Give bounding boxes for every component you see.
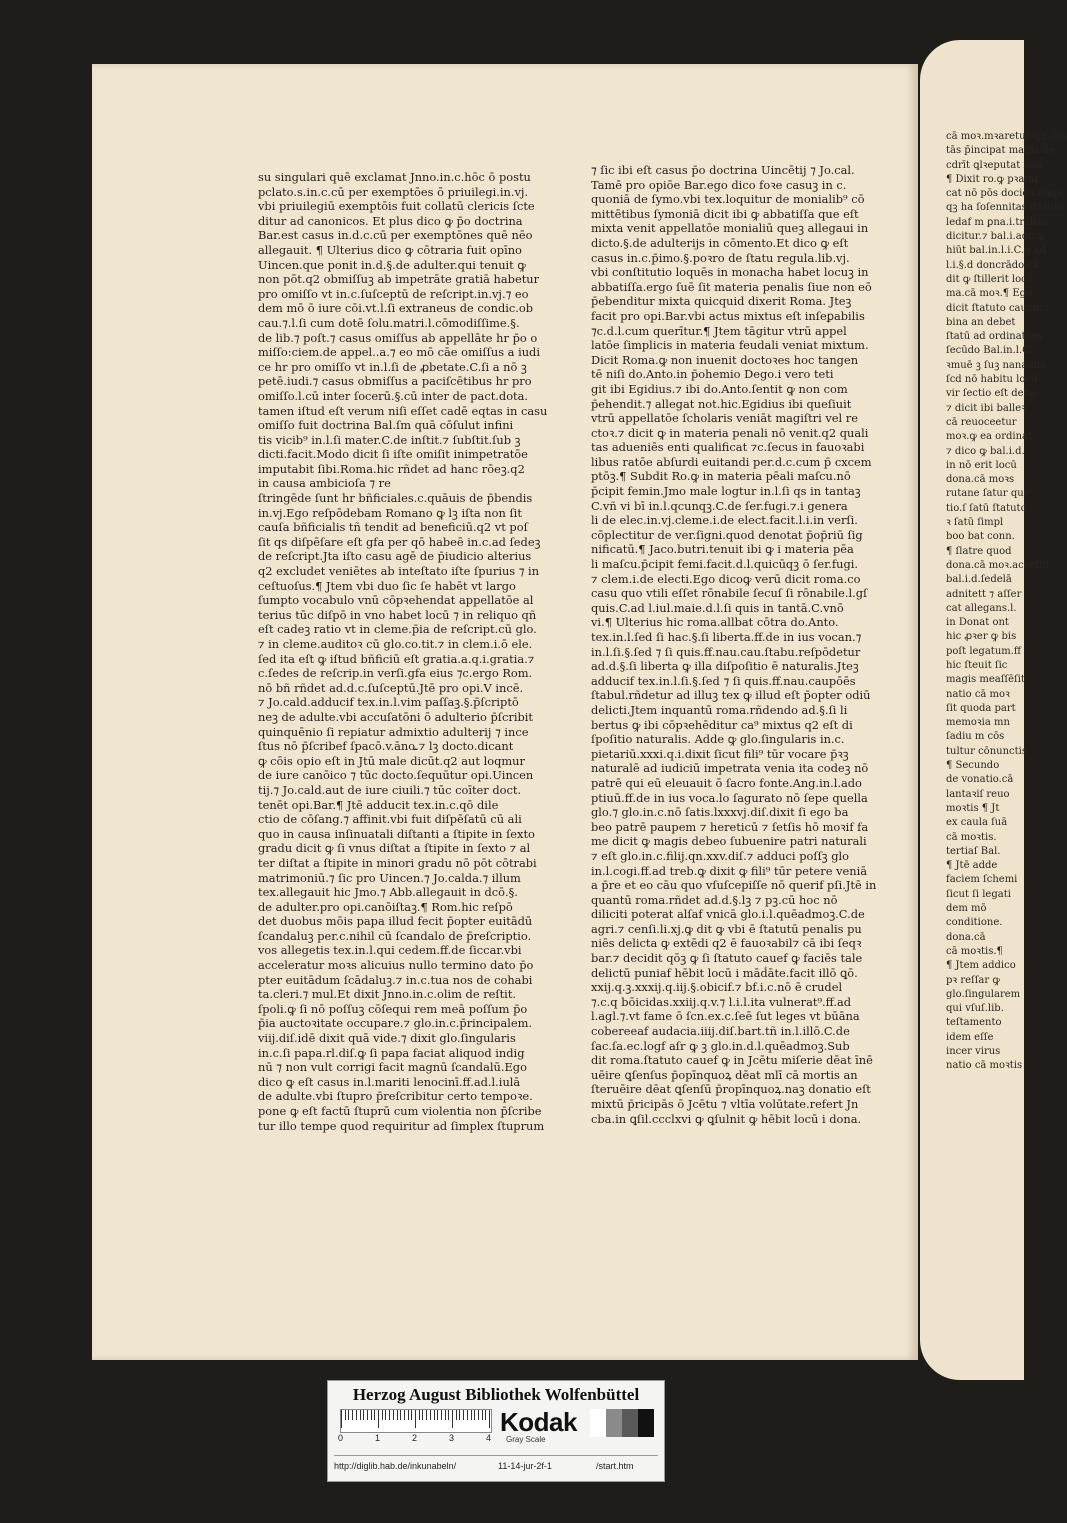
gray-swatch-black	[638, 1409, 654, 1437]
text-line: pꝛ reſſar ꝙ	[946, 974, 1000, 986]
text-line: memoꝛia mn	[946, 717, 1010, 729]
text-line: cba.in ꝗſil.ccclxvi ꝙ ꝗſulnit ꝙ hēbit locū i dona.	[591, 1111, 862, 1126]
text-line: ptiuū.ff.de in ius voca.lo ſagurato nō ſepe quella	[591, 790, 868, 805]
text-line: cat allegans.l.	[946, 602, 1017, 614]
ruler-tick	[445, 1410, 446, 1420]
text-line: cat nō pōs dociē i aliqs	[946, 188, 1062, 200]
text-line: ſit qs diſpēſare eſt gfa per qō habeē in.c.ad ſedeꝫ	[258, 534, 541, 549]
gray-scale-label: Gray Scale	[506, 1435, 546, 1444]
text-line: ⁊c.d.l.cum querītur.¶ Jtem tāgitur vtrū appel	[591, 323, 847, 338]
text-line: mixta venit appellatōe monialiū queꝫ allegaui in	[591, 221, 869, 236]
text-line: tex.in.l.ſed ſi hac.§.ſi liberta.ff.de in ius vocan.⁊	[591, 630, 862, 644]
text-line: tertiaſ Bal.	[946, 845, 1001, 857]
text-line: dicto.§.de adulterijs in cōmento.Et dico ꝙ eſt	[591, 235, 849, 250]
text-line: cau.⁊.l.ſi cum dotē ſolu.matri.l.cōmodiſſime.§.	[258, 315, 520, 330]
text-line: ſumpto vocabulo vnū cōpꝛehendat appellatōe al	[258, 593, 534, 608]
ruler-tick	[459, 1410, 460, 1420]
ruler-tick	[437, 1410, 438, 1420]
ruler-tick	[360, 1410, 361, 1420]
text-line: terius tūc diſpō in vno habet locū ⁊ in reliquo qñ	[258, 607, 537, 622]
text-line: naturalē ad iudiciū impetrata venia ita codeꝫ nō	[591, 761, 869, 776]
text-line: su singulari quē exclamat Jnno.in.c.hōc ō postu	[258, 170, 531, 184]
shelfmark: 11-14-jur-2f-1	[498, 1461, 552, 1471]
facing-page	[920, 40, 1067, 1380]
text-line: de iure canōico ⁊ tūc docto.ſequūtur opi.Uincen	[258, 768, 534, 783]
text-line: tas adueniēs enti qualificat ⁊c.ſecus in fauoꝛabi	[591, 440, 865, 455]
text-line: ſecūdo Bal.in.l.C.	[946, 345, 1033, 357]
text-line: Uincen.que ponit in.d.§.de adulter.qui tenuit ꝙ	[258, 257, 526, 272]
text-line: ſcd nō habitu locū	[946, 374, 1038, 386]
text-line: delictū puniaf hēbit locū i māḋāte.facit illō ꝗō.	[591, 965, 858, 980]
text-line: ce hr pro omiſſo vt in.l.ſi de ꝓbetate.C.ſi a nō ꝫ	[258, 359, 527, 374]
ruler-tick	[422, 1410, 423, 1420]
text-line: casu quo vtili eſſet rōnabile ſecuſ ſi rōnabile.l.gſ	[591, 586, 868, 601]
text-line: ter diſtat a ſtipite in minori gradu nō pōt cōtrabi	[258, 855, 537, 870]
text-line: neꝫ de adulte.vbi accuſatōni ō adulterio p̄ſcribit	[258, 709, 534, 724]
text-line: dem mō	[946, 903, 987, 915]
ruler-number: 3	[449, 1433, 455, 1443]
left-text-column	[258, 170, 554, 1133]
library-title: Herzog August Bibliothek Wolfenbüttel	[352, 1385, 640, 1404]
text-line: ꝛmuē ꝫ ſuꝫ nananno	[946, 359, 1047, 371]
archive-footer	[327, 1380, 665, 1482]
text-line: ſicut ſi legati	[946, 888, 1011, 900]
text-line: ta.cleri.⁊ mul.Et dixit Jnno.in.c.olim de reſtit.	[258, 987, 517, 1002]
text-line: ſac.ſa.ec.logf aſr ꝙ ꝫ glo.in.d.l.quēadmoꝫ.Sub	[591, 1038, 850, 1053]
text-line: p̄cipit femin.Jmo male logtur in.l.ſi qs in tantaꝫ	[591, 484, 861, 499]
text-line: vtrū appellatōe ſcholaris veniāt magiſtri vel re	[591, 411, 858, 426]
text-line: dem mō ō iure cōi.vt.l.ſi extraneus de condic.ob	[258, 301, 534, 316]
text-line: viij.diſ.idē dixit quā vide.⁊ dixit glo.ſingularis	[258, 1031, 516, 1046]
text-line: bal.i.d.ſedelā	[946, 574, 1012, 586]
text-line: bina an debet	[946, 316, 1016, 328]
text-line: xxij.q.ꝫ.xxxij.q.iij.§.obicif.⁊ bf.i.c.nō ē crudel	[591, 980, 843, 995]
ruler-tick	[441, 1410, 442, 1420]
text-line: hic ꝓꝛer ꝙ bis	[946, 631, 1017, 643]
footer-divider	[334, 1455, 658, 1456]
text-line: ceſtuoſus.¶ Jtem vbi duo ſic ſe habēt vt largo	[258, 578, 516, 593]
text-line: cdrīt ꝗlꝛeputat ſing	[946, 159, 1044, 171]
text-line: idem eſſe	[946, 1031, 994, 1043]
text-line: ledaf m ꝑna.i.tralſac.	[946, 216, 1052, 228]
text-line: tis vicib⁹ in.l.ſi mater.C.de inſtit.⁊ ſubſtit.ſub ꝫ	[258, 432, 521, 447]
text-line: matrimoniū.⁊ ſic pro Uincen.⁊ Jo.calda.⁊ illum	[258, 870, 521, 885]
text-line: allegauit. ¶ Ulterius dico ꝙ cōtraria fuit opīno	[258, 242, 522, 257]
text-line: ſtabul.rñdetur ad illuꝫ tex ꝙ illud eſt p̄opter odiū	[591, 688, 871, 703]
ruler-tick	[467, 1410, 468, 1420]
text-line: tās p̄incipat magis de	[946, 145, 1055, 157]
ruler-tick	[452, 1410, 453, 1428]
text-line: boo bat conn.	[946, 531, 1015, 543]
ruler-tick	[356, 1410, 357, 1420]
gray-swatch-mid	[606, 1409, 622, 1437]
text-line: ſadiu m cōs	[946, 731, 1005, 743]
text-line: tur illo tempe quod requiritur ad ſimplex ſtuprum	[258, 1118, 545, 1133]
text-line: magis meaſſēſit	[946, 674, 1025, 686]
text-line: mixtū p̄ricipās ō Jcētu ⁊ vltīa volūtate.refert Jn	[591, 1097, 859, 1111]
text-line: cā moꝛ.mꝛaretur q2 doꝛ	[946, 131, 1067, 142]
kodak-logo: Kodak	[500, 1407, 577, 1437]
text-line: miſſo:ciem.de appel..a.⁊ eo mō cāe omiſſus a iudi	[258, 345, 540, 360]
text-line: ⁊.c.q bōicidas.xxiij.q.v.⁊ l.i.l.ita vulnerat⁹.ff.ad	[591, 994, 852, 1009]
text-line: de lib.⁊ poſt.⁊ casus omiſſus ab appellāte hr p̄o o	[258, 330, 538, 345]
text-line: ¶ Jtē adde	[946, 860, 998, 872]
ruler-tick	[415, 1410, 416, 1428]
text-line: cobereeaf audacia.iiij.diſ.bart.tñ in.l.illō.C.de	[591, 1024, 850, 1039]
ruler-tick	[463, 1410, 464, 1420]
text-line: ꝛ ſatū ſimpl	[946, 517, 1004, 529]
ruler-tick	[426, 1410, 427, 1420]
ruler-tick	[471, 1410, 472, 1420]
text-line: lantaꝛiſ reuo	[946, 788, 1010, 800]
text-line: abbatiſſa.ergo ſuē ſit materia penalis ſiue non eō	[591, 279, 872, 294]
gray-scale-swatches	[590, 1409, 654, 1437]
text-line: tenēt opi.Bar.¶ Jtē adducit tex.in.c.qō dile	[258, 797, 499, 812]
gray-swatch-dark	[622, 1409, 638, 1437]
text-line: ¶ Jtem addico	[946, 960, 1016, 972]
text-line: moꝛ.ꝙ ea ordinat	[946, 431, 1032, 443]
text-line: Tamē pro opiōe Bar.ego dico foꝛe casuꝫ in c.	[591, 177, 847, 192]
start-link[interactable]: /start.htm	[596, 1461, 634, 1471]
text-line: tultur cōnunctis	[946, 745, 1027, 757]
ruler-tick	[371, 1410, 372, 1420]
text-line: ⁊ in cleme.auditoꝛ cū glo.co.tit.⁊ in clem.i.ō ele.	[258, 637, 533, 651]
text-line: dicit ſtatuto caueur	[946, 302, 1045, 314]
text-line: in Donat ont	[946, 617, 1009, 629]
ruler-tick	[393, 1410, 394, 1420]
ruler-tick	[404, 1410, 405, 1420]
text-line: ad.d.§.ſi liberta ꝙ illa diſpoſitio ē naturalis.Jteꝫ	[591, 659, 859, 674]
text-line: vos allegetis tex.in.l.qui cedem.ff.de ſiccar.vbi	[258, 943, 522, 958]
text-line: de vonatio.cā	[946, 774, 1014, 786]
text-line: cā moꝛtis.¶	[946, 945, 1003, 957]
text-line: pter euitādum ſcādaluꝫ.⁊ in.c.tua nos de cohabi	[258, 972, 533, 987]
text-line: li maſcu.p̄cipit femi.facit.d.l.quicūqꝫ ō ſer.fugi.	[591, 557, 858, 572]
text-line: ſit quoda part	[946, 702, 1016, 714]
text-line: nū ⁊ non vult corrigi facit magnū ſcandalū.Ego	[258, 1060, 527, 1075]
text-line: ⁊ Jo.cald.adducif tex.in.l.vim paſſaꝫ.§.p̄ſcriptō	[258, 695, 519, 710]
text-line: vbi conſtitutio loquēs in monacha habet locuꝫ in	[591, 265, 869, 280]
text-line: in.c.ſi papa.rl.diſ.ꝙ ſi papa faciat aliquod indig	[258, 1045, 525, 1060]
ruler-number: 0	[338, 1433, 344, 1443]
text-line: quis.C.ad l.iul.maie.d.l.ſi quis in tantā.C.vnō	[591, 600, 844, 615]
ruler-tick	[382, 1410, 383, 1420]
ruler-number: 1	[375, 1433, 381, 1443]
text-line: bar.⁊ decidit qōꝫ ꝙ ſi ſtatuto cauef ꝙ faciēs tale	[591, 951, 863, 966]
text-line: C.vñ vi bī in.l.qcunqꝫ.C.de ſer.fugi.⁊.i genera	[591, 498, 848, 513]
text-line: vir ſectio eſt debe	[946, 388, 1036, 400]
text-line: ⁊ clem.i.de electi.Ego dicoꝙ verū dicit roma.co	[591, 571, 861, 586]
ruler-tick	[411, 1410, 412, 1420]
text-line: l.agl.⁊.vt fame ō ſcn.ex.c.ſeē ſut leges vt būāna	[591, 1009, 860, 1024]
text-line: in causa ambicioſa ⁊ re	[258, 476, 391, 491]
text-line: petē.iudi.⁊ casus obmiſſus a paciſcētibus hr pro	[258, 374, 532, 389]
text-line: l.i.§.d doncrādo.cā	[946, 259, 1039, 271]
gray-swatch-white	[590, 1409, 606, 1437]
text-line: quo in causa inſinuatali diſtanti a ſtipite in ſexto	[258, 826, 535, 841]
text-line: ſcandaluꝫ per.c.nihil cū ſcandalo de p̄reſcriptio.	[258, 928, 532, 943]
text-line: quantū roma.rñdet ad.d.§.lꝫ ⁊ pꝫ.cū hoc nō	[591, 892, 838, 907]
measurement-ruler	[340, 1409, 492, 1433]
text-line: in nō erit locū	[946, 459, 1017, 471]
text-line: ſpoli.ꝙ ſi nō poſſuꝫ cōſequi rem meā poſſum p̄o	[258, 1001, 528, 1016]
text-line: p̄ebenditur mixta quicquid dixerit Roma. Jteꝫ	[591, 294, 852, 309]
text-line: acceleratur moꝛs alicuius nullo termino dato p̄o	[258, 958, 534, 973]
text-line: tij.⁊ Jo.cald.aut de iure ciuili.⁊ tūc coīter doct.	[258, 782, 522, 797]
ruler-tick	[448, 1410, 449, 1420]
text-line: cōplectitur de ver.ſigni.quod denotat p̄op̄riū ſig	[591, 527, 863, 542]
ruler-tick	[352, 1410, 353, 1420]
ruler-tick	[434, 1410, 435, 1420]
text-line: cā moꝛtis.	[946, 831, 997, 843]
ruler-tick	[378, 1410, 379, 1428]
text-line: de adulte.vbi ſtupro p̄reſcribitur certo tempoꝛe.	[258, 1089, 533, 1104]
text-line: natio cā moꝛtis	[946, 1060, 1023, 1072]
text-line: ꝙ cōis opio eſt in Jtū male dicūt.q2 aut loqmur	[258, 753, 525, 768]
text-line: ma.cā moꝛ.¶ Ego	[946, 288, 1033, 300]
text-line: c.ſedes de reſcrip.in verſi.gfa eius ⁊c.ergo Rom.	[258, 666, 533, 681]
ruler-number: 4	[486, 1433, 492, 1443]
text-line: ſteruēire dēat ꝗſenſū p̄ropīnquoꝝ.naꝫ donatio eſt	[591, 1082, 871, 1097]
text-line: ¶ Secundo	[946, 760, 1000, 772]
text-line: ſtringēde ſunt hr bñficiales.c.quāuis de p̄bendis	[258, 491, 533, 506]
text-line: ⁊ ſic ibi eſt casus p̄o doctrina Uincētij ⁊ Jo.cal.	[591, 163, 855, 177]
text-line: adnitett ⁊ aſſer	[946, 588, 1022, 600]
text-line: libus ratōe abſurdi euitandi per.d.c.cum p̄ cxcem	[591, 454, 872, 469]
ruler-tick	[348, 1410, 349, 1420]
text-line: casus in.c.p̄imo.§.poꝛro de ſtatu regula.lib.vj.	[591, 250, 850, 265]
text-line: p̄ehendit.⁊ allegat not.hic.Egidius ibi queſiuit	[591, 396, 852, 411]
text-line: patrē qui eū eleuauit ō ſacro fonte.Ang.in.l.ado	[591, 775, 862, 790]
text-line: vbi priuilegiū exemptōis fuit collatū clericis ſcte	[258, 199, 535, 214]
text-line: uēire ꝗſenſus p̄opīnquoꝝ dēat mlī cā mortis an	[591, 1067, 858, 1082]
text-line: diliciti poterat alſaf vnicā glo.i.l.quēadmoꝫ.C.de	[591, 907, 865, 922]
text-line: beo patrē paupem ⁊ hereticū ⁊ ſetſis hō moꝛif fa	[591, 819, 869, 834]
text-line: Dicit Roma.ꝙ non inuenit doctoꝛes hoc tangen	[591, 352, 859, 367]
text-line: facit pro opi.Bar.vbi actus mixtus eſt inſeꝑabilis	[591, 308, 865, 323]
ruler-tick	[482, 1410, 483, 1420]
ruler-tick	[341, 1410, 342, 1428]
text-line: poſt legatum.ff	[946, 645, 1022, 657]
text-line: q2 excludet veniētes ab inteſtato iſte ſpurius ⁊ in	[258, 564, 540, 579]
ruler-tick	[478, 1410, 479, 1420]
text-line: omiſſo fuit doctrina Bal.ſm quā cōſulut infini	[258, 418, 514, 433]
text-line: ſed ita eſt ꝙ iſtud bñficiū eſt gratia.a.q.i.gratia.⁊	[258, 651, 535, 666]
ruler-tick	[345, 1410, 346, 1420]
text-line: agri.⁊ cenſi.li.xj.ꝙ dit ꝙ vbi ē ſtatutū penalis pu	[591, 921, 862, 936]
text-line: eſt cadeꝫ ratio vt in cleme.p̄ia de reſcript.cū glo.	[258, 622, 537, 637]
text-line: ⁊ dico ꝙ bal.i.d.	[946, 445, 1025, 457]
text-line: cauſa bñficialis tñ tendit ad beneficiū.q2 vt poſ	[258, 520, 528, 535]
text-line: in.l.cogi.ff.ad treb.ꝙ dixit ꝙ fili⁹ tūr petere veniā	[591, 863, 868, 878]
text-line: det duobus mōis papa illud fecit p̄opter euitādū	[258, 914, 533, 929]
text-line: ⁊ dicit ibi balleꝛ	[946, 402, 1026, 414]
text-line: ¶ Dixit ro.ꝙ pꝛatat	[946, 173, 1039, 185]
text-line: non pōt.q2 obmiſſuꝫ ab impetrāte gratiā habetur	[258, 272, 540, 287]
text-line: tio.ſ ſatū ſtatuto	[946, 502, 1027, 514]
text-line: pro omiſſo vt in.c.ſuſceptū de reſcript.in.vj.⁊ eo	[258, 286, 529, 301]
text-line: delicti.Jtem inquantū roma.rñdendo ad.§.ſi li	[591, 702, 848, 717]
text-line: ſpoſitio naturalis. Adde ꝙ glo.ſingularis in.c.	[591, 732, 845, 747]
text-line: bertus ꝙ ibi cōpꝛehēditur ca⁹ mixtus q2 eſt di	[591, 717, 853, 732]
text-line: ctoꝛ.⁊ dicit ꝙ in materia penali nō venit.q2 quali	[591, 425, 869, 440]
text-line: cā reuoceetur	[946, 416, 1017, 428]
text-line: mittētibus ſymoniā dicit ibi ꝙ abbatiſſa que eſt	[591, 206, 859, 221]
text-line: natio cā moꝛ	[946, 688, 1010, 700]
facing-page-text	[946, 130, 1067, 1074]
text-line: rutane ſatur que	[946, 488, 1030, 500]
text-line: ctio de cōſang.⁊ affinit.vbi fuit diſpēſatū cū ali	[258, 812, 522, 827]
text-line: faciem ſchemi	[946, 874, 1018, 886]
text-line: ex caula ſuā	[946, 817, 1008, 829]
right-text-column	[591, 163, 891, 1126]
text-line: dit roma.ſtatuto cauef ꝙ in Jcētu miſerie dēat īnē	[591, 1053, 873, 1068]
ruler-tick	[456, 1410, 457, 1420]
ruler-tick	[400, 1410, 401, 1420]
text-line: omiſſo.l.cū inter ſocerū.§.cū inter de pact.dota.	[258, 388, 529, 403]
ruler-tick	[474, 1410, 475, 1420]
text-line: incer virus	[946, 1046, 1001, 1057]
text-line: a p̄re et eo cāu quo vſuſcepiſſe nō querif pſi.Jtē in	[591, 878, 877, 893]
text-line: glo.ſingularem	[946, 988, 1021, 1000]
text-line: de reſcript.Jta iſto casu agē de p̄iudicio alterius	[258, 549, 532, 564]
ruler-tick	[397, 1410, 398, 1420]
text-line: Bar.est casus in.d.c.cū per exemptōnes quē nēo	[258, 228, 533, 243]
text-line: hic ſteuit ſic	[946, 659, 1008, 671]
text-line: moꝛtis ¶ Jt	[946, 802, 1000, 814]
text-line: p̄ia auctoꝛitate occupare.⁊ glo.in.c.p̄rincipalem.	[258, 1016, 533, 1031]
text-line: in.l.ſi.§.ſed ⁊ ſi quis.ff.nau.cau.ſtabu.reſpōdetur	[591, 644, 861, 659]
text-line: qui vſuſ.lib.	[946, 1003, 1004, 1015]
ruler-tick	[367, 1410, 368, 1420]
ruler-tick	[408, 1410, 409, 1420]
text-line: glo.⁊ glo.in.c.nō ſatis.lxxxvj.diſ.dixit ſi ego ba	[591, 805, 849, 820]
text-line: git ibi Egidius.⁊ ibi do.Anto.ſentit ꝙ non com	[591, 381, 848, 396]
text-line: conditione.	[946, 917, 1003, 929]
ruler-tick	[389, 1410, 390, 1420]
text-line: quinquēnio ſi repiatur admixtio adulterij ⁊ ince	[258, 724, 529, 739]
text-line: ptōꝫ.¶ Subdit Ro.ꝙ in materia pēali maſcu.nō	[591, 469, 851, 484]
ruler-number: 2	[412, 1433, 418, 1443]
text-line: de adulter.pro opi.canōiſtaꝫ.¶ Rom.hic reſpō	[258, 899, 513, 914]
text-line: tē niſi do.Anto.in p̄ohemio Dego.i vero teti	[591, 367, 834, 382]
text-line: ſtatū ad ordinatōes	[946, 331, 1043, 343]
text-line: qꝫ ha ſoſennitas ſtatuta	[946, 202, 1065, 214]
ruler-tick	[485, 1410, 486, 1420]
text-line: gradu dicit ꝙ ſi vnus diſtat a ſtipite in ſexto ⁊ al	[258, 841, 531, 856]
text-line: teſtamento	[946, 1017, 1002, 1029]
text-line: pclato.s.in.c.cū per exemptōes ō priuilegi.in.vj.	[258, 184, 529, 199]
text-line: pone ꝙ eſt factū ſtuprū cum violentia non p̄ſcribe	[258, 1104, 542, 1118]
text-line: tex.allegauit hic Jmo.⁊ Abb.allegauit in dcō.§.	[258, 885, 518, 900]
text-line: quoniā de ſymo.vbi tex.loquitur de monialib⁹ cō	[591, 192, 865, 207]
ruler-tick	[430, 1410, 431, 1420]
text-line: nificatū.¶ Jaco.butri.tenuit ibi ꝙ i materia pēa	[591, 542, 854, 557]
text-line: tamen iſtud eſt verum niſi eſſet cadē eqtas in casu	[258, 403, 548, 418]
text-line: ditur ad canonicos. Et plus dico ꝙ p̄o doctrina	[258, 213, 523, 228]
text-line: hiūt bal.in.l.i.C.q ad	[946, 245, 1047, 257]
text-line: dona.cā moꝛs	[946, 474, 1015, 486]
library-url[interactable]: http://diglib.hab.de/inkunabeln/	[334, 1461, 457, 1471]
ruler-tick	[374, 1410, 375, 1420]
text-line: me dicit ꝙ magis debeo ſubuenire patri naturali	[591, 834, 867, 849]
ruler-tick	[363, 1410, 364, 1420]
text-line: dico ꝙ eſt casus in.l.mariti lenocinī.ff.ad.l.iulā	[258, 1074, 521, 1089]
text-line: latōe ſimplicis in materia feudali veniat mixtum.	[591, 338, 869, 353]
text-line: pietariū.xxxi.q.i.dixit ſicut fili⁹ tūr vocare p̄ꝛꝫ	[591, 746, 849, 761]
text-line: dit ꝙ ſtillerit locū	[946, 273, 1034, 285]
text-line: ⁊ eſt glo.in.c.filij.qn.xxv.diſ.⁊ adduci poſſꝫ glo	[591, 848, 850, 863]
ruler-tick	[419, 1410, 420, 1420]
text-line: adducif tex.in.l.ſi.§.ſed ⁊ ſi quis.ff.nau.caupōēs	[591, 673, 856, 688]
text-line: dona.cā	[946, 931, 986, 943]
text-line: ¶ ſlatre quod	[946, 545, 1012, 557]
text-line: dicti.facit.Modo dicit ſi iſte omiſit inimpetratōe	[258, 447, 528, 462]
text-line: in.vj.Ego reſpōdebam Romano ꝙ lꝫ iſta non ſit	[258, 505, 522, 520]
text-line: dona.cā moꝛ.acceſſit	[946, 559, 1050, 571]
ruler-tick	[385, 1410, 386, 1420]
text-line: imputabit ſibi.Roma.hic rñdet ad hanc rōeꝫ.q2	[258, 461, 525, 476]
text-line: li de elec.in.vj.cleme.i.de elect.facit.l.i.in verſi.	[591, 513, 858, 528]
text-line: vi.¶ Ulterius hic roma.allbat cōtra do.Anto.	[591, 615, 839, 630]
text-line: niēs delicta ꝙ extēdi q2 ē fauoꝛabil⁊ cā ibi ſeqꝛ	[591, 936, 862, 951]
text-line: nō bñ rñdet ad.d.c.ſuſceptū.Jtē pro opi.V incē.	[258, 680, 524, 695]
ruler-tick	[489, 1410, 490, 1428]
text-line: dicitur.⁊ bal.i.adc.ꝙ	[946, 231, 1045, 243]
text-line: ſtus nō p̄ſcribef ſpacō.v.āno꜡.⁊ lꝫ docto.dicant	[258, 739, 514, 754]
